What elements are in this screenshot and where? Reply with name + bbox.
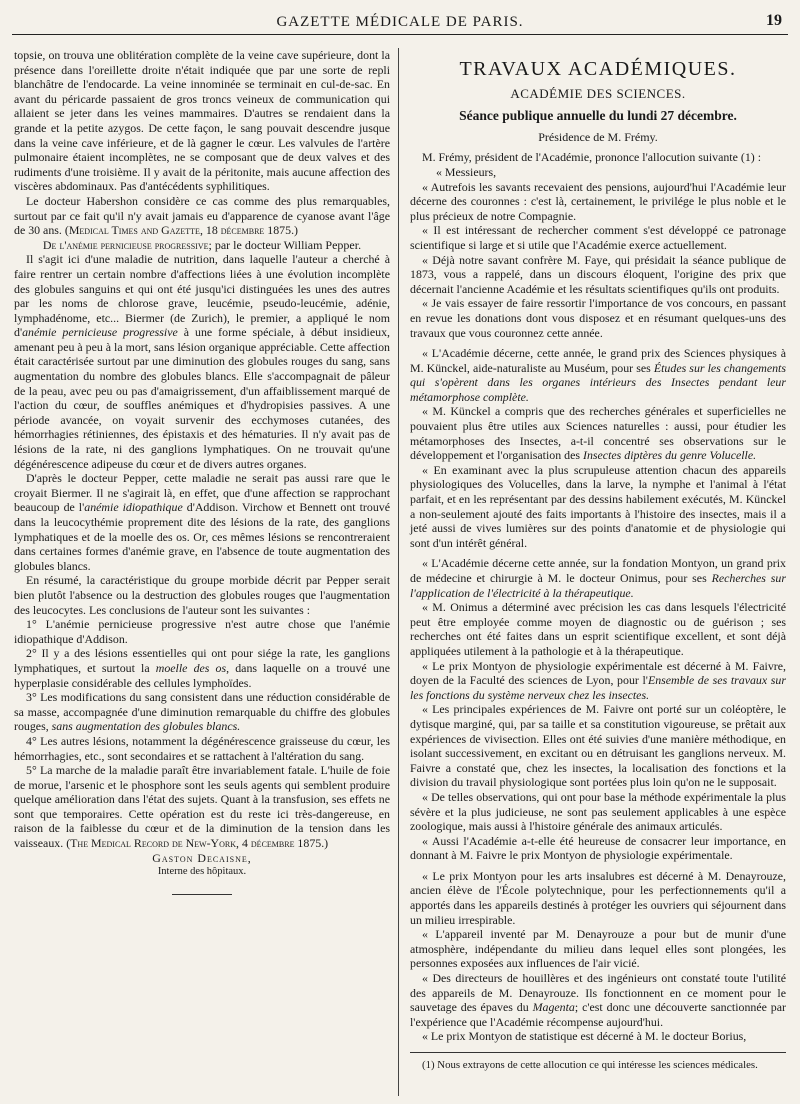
quote-paragraph: « Le prix Montyon pour les arts insalubres est décerné à M. Denayrouze, ancien élève de l'École polytechnique, pour les perfectionnements qu'il a apportés dans les appareils destinés à protéger les ouvriers qui séjournent dans un milieu irrespirable. (410, 868, 786, 927)
author-signature: Gaston Decaisne, (152, 850, 252, 865)
page-header (12, 10, 788, 35)
quote-paragraph: « Des directeurs de houillères et des ingénieurs ont constaté toute l'utilité des appareils de M. Denayrouze. Ils fonctionnent en ce moment pour le sauvetage des épaves du Magenta; c'est donc une découverte sanctionnée par l'expérience que l'Académie récompense aujourd'hui. (410, 971, 786, 1029)
session-heading: Séance publique annuelle du lundi 27 décembre. (459, 108, 737, 124)
quote-paragraph: « En examinant avec la plus scrupuleuse attention chacun des appareils physiologiques des Volucelles, dans la larve, la nymphe et l'animal à l'état parfait, et en les représentant par des dessins habilement exécutés, M. Künckel a non-seulement ajouté des faits importants à l'histoire des insectes, mais il a jeté aussi de vives lumières sur des points d'anatomie et de physiologie qui sont d'un intérêt général. (410, 462, 786, 550)
section-subtitle: ACADÉMIE DES SCIENCES. (510, 85, 686, 101)
quote-paragraph: « Les principales expériences de M. Faivre ont porté sur un coléoptère, le dytisque marginé, qui, par sa taille et sa constitution vigoureuse, se prêtait aux expériences de vivisection. Elles ont été suivies d'une manière méthodique, en isolant successivement, en excitant ou en détruisant les ganglions nerveux. M. Faivre a constaté que, chez les insectes, la localisation des fonctions et la division du travail physiologique sont portées plus loin qu'on ne le supposait. (410, 702, 786, 790)
quote-paragraph: « Aussi l'Académie a-t-elle été heureuse de consacrer leur importance, en donnant à M. Faivre le prix Montyon de physiologie expérimentale. (410, 833, 786, 863)
quote-paragraph: « L'appareil inventé par M. Denayrouze a pour but de munir d'une atmosphère, indépendante du milieu dans lequel elles sont plongées, les personnes exposées aux influences de l'air vicié. (410, 927, 786, 971)
left-column (14, 48, 390, 895)
conclusion-item: 5° La marche de la maladie paraît être invariablement fatale. L'huile de foie de morue, l'arsenic et le phosphore sont les seuls agents qui semblent produire quelque amélioration dans l'état des sujets. Quant à la transfusion, ses effets ne sont que temporaires. Cette opération est du reste ici très-dangereuse, en raison de la faiblesse du cœur et de la diminution de la tension dans les vaisseaux. (The Medical Record de New-York, 4 décembre 1875.) (14, 763, 390, 851)
journal-title: GAZETTE MÉDICALE DE PARIS. (276, 14, 524, 30)
footnote: (1) Nous extrayons de cette allocution ce qui intéresse les sciences médicales. (422, 1059, 758, 1071)
quote-paragraph: « L'Académie décerne cette année, sur la fondation Montyon, un grand prix de médecine et chirurgie à M. le docteur Onimus, pour ses Recherches sur l'application de l'électricité à la thérapeutique. (410, 556, 786, 600)
paragraph: M. Frémy, président de l'Académie, prononce l'allocution suivante (1) : (422, 150, 761, 165)
conclusion-item: 3° Les modifications du sang consistent dans une réduction considérable de sa masse, accompagnée d'une diminution remarquable du chiffre des globules rouges, sans augmentation des globules blancs. (14, 690, 390, 734)
presidency-line: Présidence de M. Frémy. (538, 129, 658, 144)
quote-paragraph: « Le prix Montyon de statistique est décerné à M. le docteur Borius, (422, 1029, 747, 1044)
paragraph: D'après le docteur Pepper, cette maladie ne serait pas aussi rare que le croyait Biermer. Il ne s'agirait là, en effet, que d'une affection se rapprochant beaucoup de l'anémie idiopathique d'Addison. Virchow et Bennett ont trouvé dans la leucocythémie proprement dite des lésions de la rate, des ganglions lymphatiques et de la moelle des os. Or, ces mêmes lésions se rencontreraient dans certaines formes d'anémie grave, en l'absence de toute augmentation des globules blancs. (14, 471, 390, 573)
conclusion-item: 2° Il y a des lésions essentielles qui ont pour siége la rate, les ganglions lymphatiques, et surtout la moelle des os, dans laquelle on a trouvé une hyperplasie considérable des cellules lymphoïdes. (14, 646, 390, 690)
paragraph: En résumé, la caractéristique du groupe morbide décrit par Pepper serait bien plutôt l'absence ou la destruction des globules rouges que l'augmentation des leucocytes. Les conclusions de l'auteur sont les suivantes : (14, 573, 390, 617)
quote-paragraph: « Déjà notre savant confrère M. Faye, qui présidait la séance publique de 1873, vous a rappelé, dans un discours éloquent, l'origine des prix que décernait l'ancienne Académie et les résultats scientifiques qu'ils ont produits. (410, 252, 786, 296)
footnote-rule (410, 1052, 786, 1053)
quote-paragraph: « De telles observations, qui ont pour base la méthode expérimentale la plus sévère et la plus judicieuse, ne sont pas seulement applicables à une espèce zoologique, mais aussi à l'histoire générale des animaux articulés. (410, 789, 786, 834)
quote-paragraph: « Le prix Montyon de physiologie expérimentale est décerné à M. Faivre, doyen de la Faculté des sciences de Lyon, pour l'Ensemble de ses travaux sur les fonctions du système nerveux chez les insectes. (410, 658, 786, 702)
author-role: Interne des hôpitaux. (157, 866, 247, 878)
quote-paragraph: « M. Künckel a compris que des recherches générales et superficielles ne pouvaient plus être utiles aux Sciences naturelles : aussi, pour étudier les métamorphoses des Insectes, a-t-il concentré ses observations sur le développement et l'organisation des Insectes diptères du genre Volucelle. (410, 404, 786, 463)
paragraph: Le docteur Habershon considère ce cas comme des plus remarquables, surtout par ce fait qu'il n'y avait jamais eu d'apparence de cyanose avant l'âge de 30 ans. (Medical Times and Gazette, 18 décembre 1875.) (14, 193, 390, 238)
quote-paragraph: « M. Onimus a déterminé avec précision les cas dans lesquels l'électricité peut être employée comme moyen de diagnostic ou de guérison ; ses recherches ont été faites dans un esprit scientifique excellent, et sont déjà appliquées utilement à la pathologie et à la thérapeutique. (410, 600, 786, 658)
page-number: 19 (766, 12, 782, 29)
paragraph: « Messieurs, (436, 164, 497, 179)
paragraph: topsie, on trouva une oblitération complète de la veine cave supérieure, dont la présence dans l'oreillette droite n'était indiquée que par une sorte de repli blanchâtre de l'endocarde. La veine innominée se terminait en cul-de-sac. En avant du péricarde passaient de gros troncs veineux de communication qui allaient se jeter dans les veines mammaires. D'autres se rendaient dans la grande et la petite azygos. De cette façon, le sang pouvait descendre jusque dans la veine cave inférieure, et de là gagner le cœur. Les valvules de l'artère pulmonaire étaient incomplètes, ne se composant que de deux valves et des rudiments d'une troisième. Il y avait de la péritonite, mais aucune affection des viscères abdominaux. Pas d'antécédents syphilitiques. (14, 48, 390, 194)
right-column (410, 48, 786, 1072)
quote-paragraph: « L'Académie décerne, cette année, le grand prix des Sciences physiques à M. Künckel, aide-naturaliste au Muséum, pour ses Études sur les changements qui s'opèrent dans les organes intérieurs des Insectes pendant leur métamorphose complète. (410, 346, 786, 404)
quote-paragraph: « Je vais essayer de faire ressortir l'importance de vos concours, en passant en revue les donations dont vous disposez et en résumant quelques-uns des travaux que vous couronnez cette année. (410, 296, 786, 340)
conclusion-item: 4° Les autres lésions, notamment la dégénérescence graisseuse du cœur, les hémorrhagies, etc., sont secondaires et se rattachent à l'altération du sang. (14, 733, 390, 763)
quote-paragraph: « Autrefois les savants recevaient des pensions, aujourd'hui l'Académie leur décerne des couronnes : c'est là, certainement, le privilége le plus noble et le plus précieux de notre Compagnie. (410, 179, 786, 223)
article-title: De l'anémie pernicieuse progressive; par le docteur William Pepper. (42, 237, 362, 252)
conclusion-item: 1° L'anémie pernicieuse progressive n'est autre chose que l'anémie idiopathique d'Addison. (14, 617, 390, 646)
source-citation: (Medical Times and Gazette, 18 décembre 1875.) (64, 223, 298, 238)
end-rule (172, 894, 232, 895)
section-title: TRAVAUX ACADÉMIQUES. (459, 58, 737, 80)
quote-paragraph: « Il est intéressant de rechercher comment s'est développé ce patronage scientifique si large et si utile que l'Académie exerce actuellement. (410, 223, 786, 252)
source-citation: (The Medical Record de New-York, 4 décembre 1875.) (66, 836, 329, 851)
column-divider (398, 48, 399, 1096)
paragraph: Il s'agit ici d'une maladie de nutrition, dans laquelle l'auteur a cherché à faire rentrer un certain nombre d'affections liées à une évolution incomplète des globules sanguins et qui ont été jusqu'ici distinguées les unes des autres par les noms de chlorose grave, leucémie, pseudo-leucémie, adénie, lymphadénome, etc... Biermer (de Zurich), le premier, a appliqué le nom d'anémie pernicieuse progressive à une forme spéciale, à début insidieux, amenant peu à peu à la mort, sans lésion organique appréciable. Cette affection était caractérisée surtout par une diminution des globules rouges du sang, sans augmentation du nombre des globules blancs. Elle s'accompagnait de pâleur de la peau, avec peu ou pas d'amaigrissement, d'un affaiblissement marqué de l'action du cœur, de souffles anémiques et d'hydropisies passives. A une période avancée, on voyait survenir des ecchymoses cutanées, des hémorrhagies rétiniennes, des épistaxis et des hématuries. Il n'y avait pas de lésions de la rate, ni des ganglions lymphatiques. On ne trouvait qu'une dégénérescence adipeuse du cœur et de divers autres organes. (14, 252, 390, 471)
